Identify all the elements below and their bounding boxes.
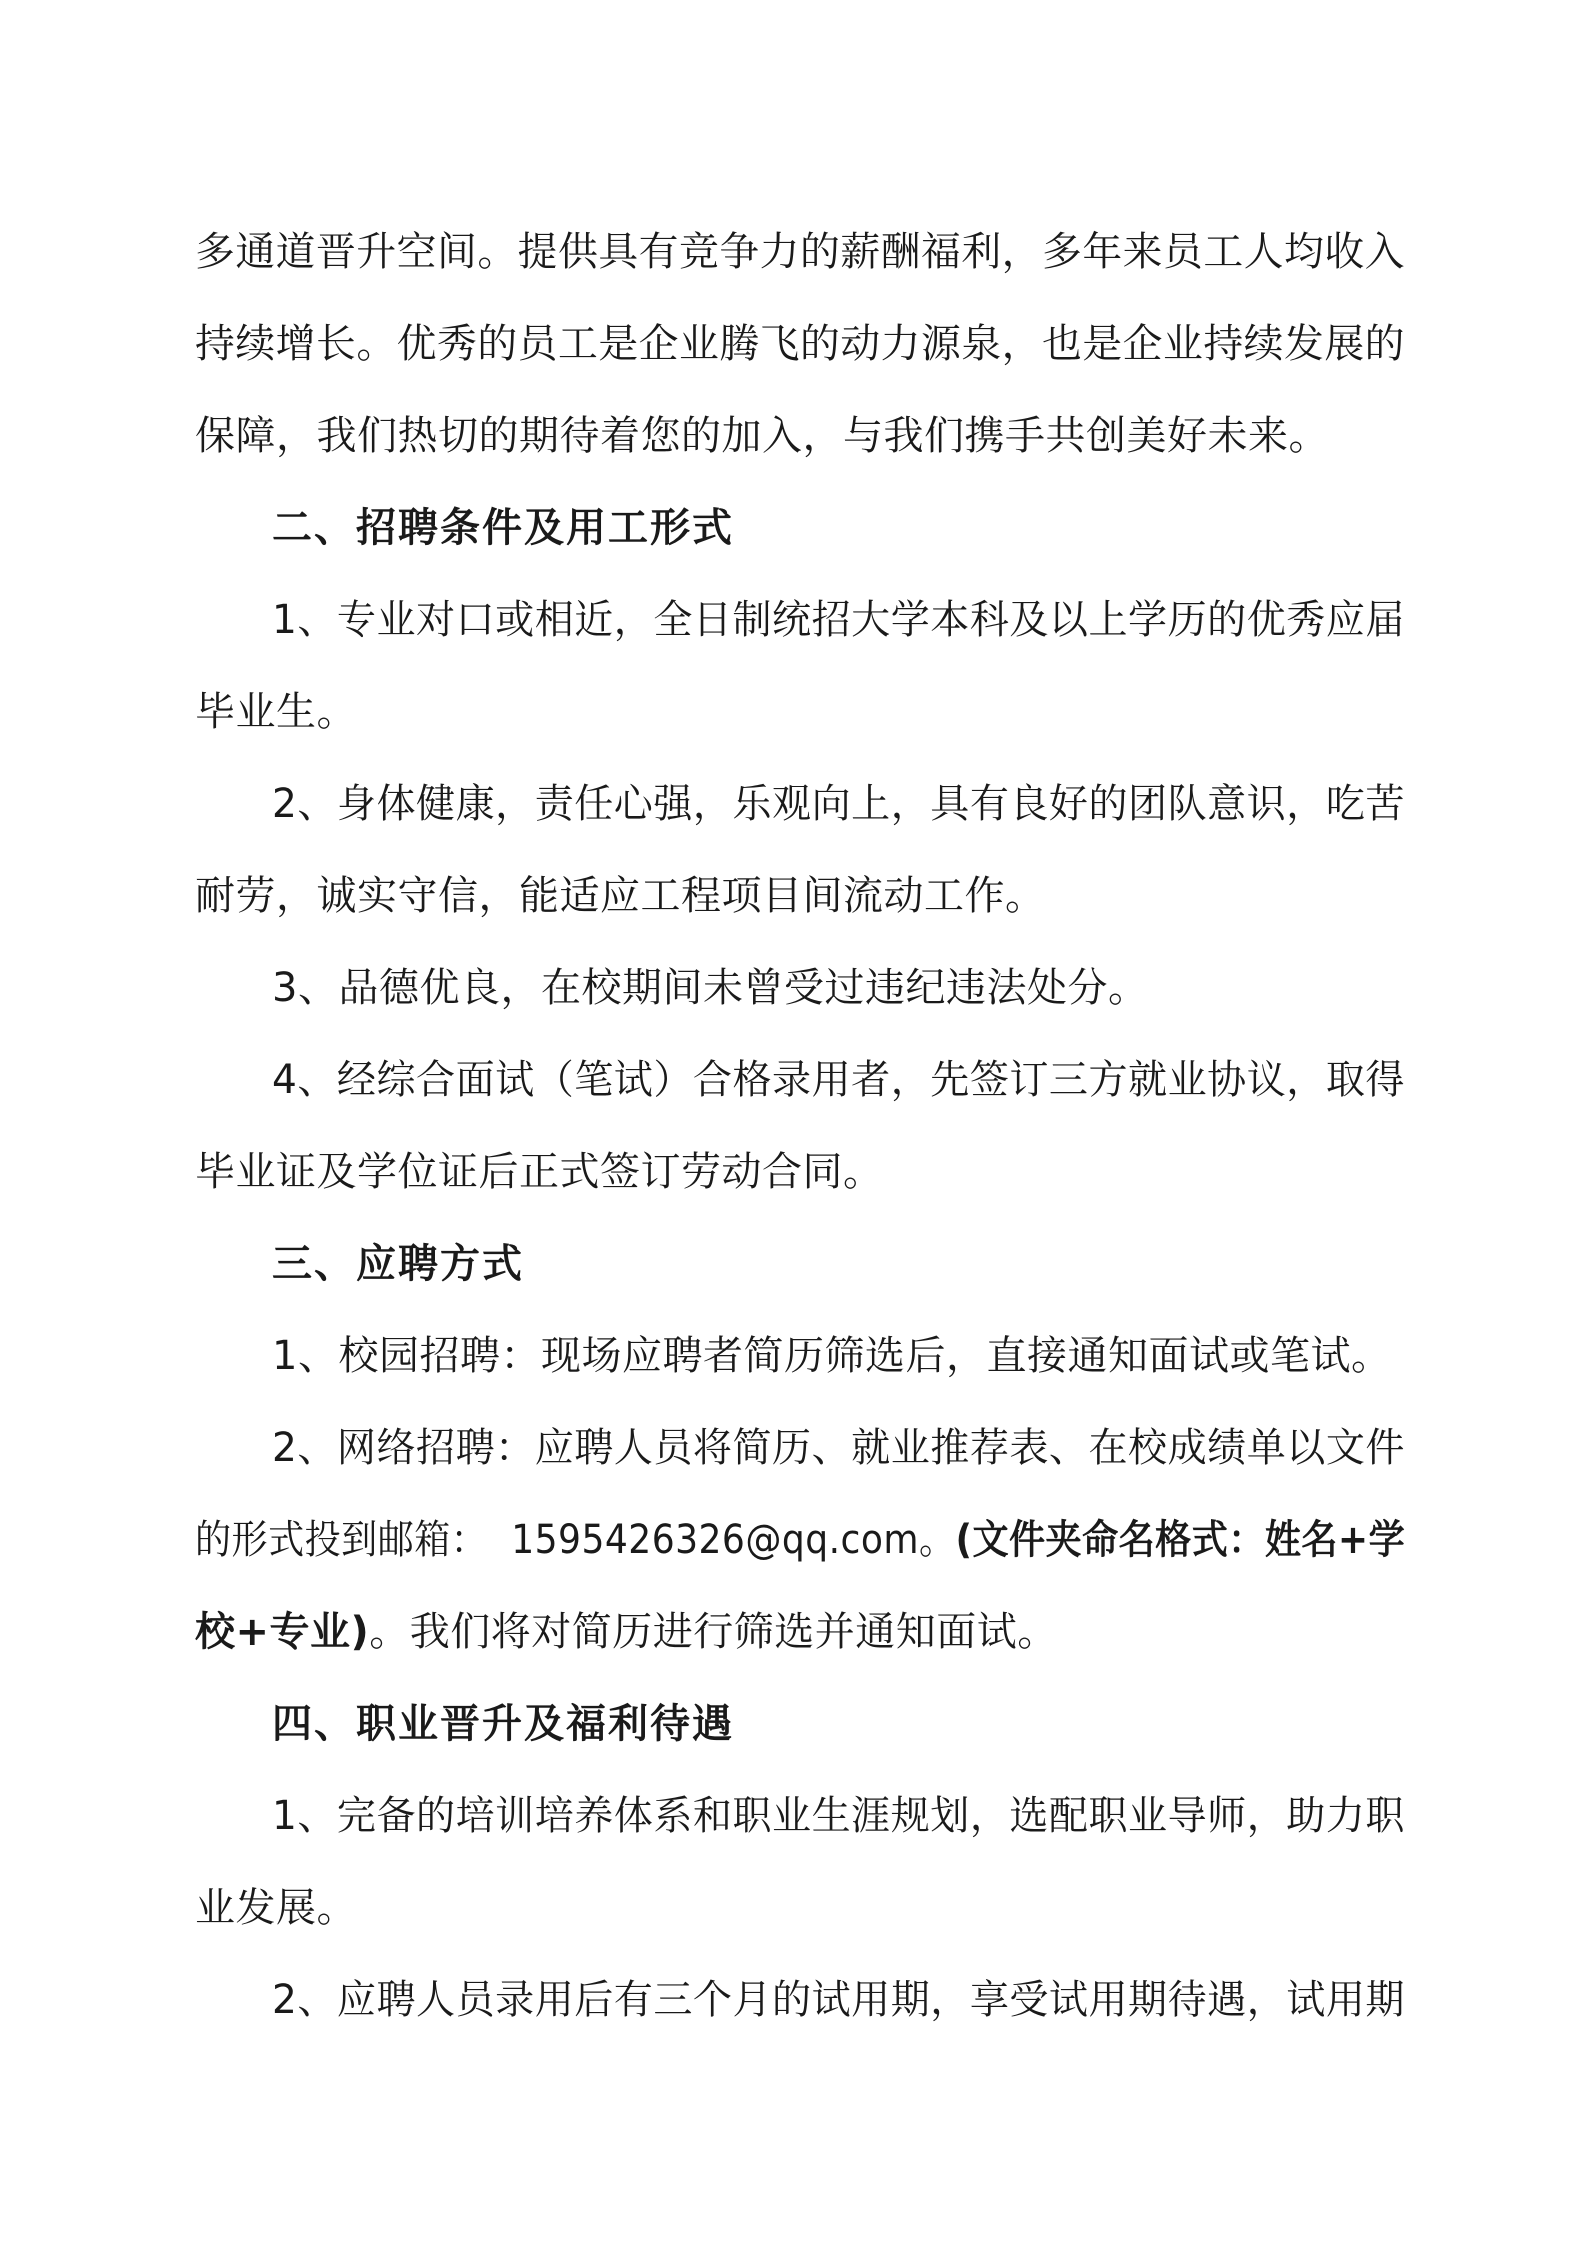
paragraph-line: 耐劳，诚实守信，能适应工程项目间流动工作。 — [195, 873, 1046, 919]
paragraph-line — [195, 1516, 1406, 1564]
naming-format-note: (文件夹命名格式：姓名+学 — [955, 1517, 1406, 1563]
paragraph-line: 2、网络招聘：应聘人员将简历、就业推荐表、在校成绩单以文件 — [272, 1425, 1405, 1471]
naming-format-note-end: 校+专业) — [195, 1609, 370, 1655]
paragraph-line: 4、经综合面试（笔试）合格录用者，先签订三方就业协议，取得 — [272, 1057, 1405, 1103]
paragraph-line: 1、完备的培训培养体系和职业生涯规划，选配职业导师，助力职 — [272, 1793, 1405, 1839]
paragraph-line: 2、身体健康，责任心强，乐观向上，具有良好的团队意识，吃苦 — [272, 781, 1405, 827]
paragraph-line: 1、专业对口或相近，全日制统招大学本科及以上学历的优秀应届 — [272, 597, 1405, 643]
paragraph-line: 多通道晋升空间。提供具有竞争力的薪酬福利，多年来员工人均收入 — [195, 229, 1405, 275]
paragraph-line: 业发展。 — [195, 1885, 357, 1931]
paragraph-line: 持续增长。优秀的员工是企业腾飞的动力源泉，也是企业持续发展的 — [195, 321, 1405, 367]
paragraph-line: 1、校园招聘：现场应聘者简历筛选后，直接通知面试或笔试。 — [272, 1333, 1392, 1379]
section-heading-3: 三、应聘方式 — [272, 1241, 524, 1287]
paragraph-line — [195, 1608, 1405, 1656]
paragraph-line: 保障，我们热切的期待着您的加入，与我们携手共创美好未来。 — [195, 413, 1329, 459]
email-address: 1595426326@qq.com。 — [511, 1517, 956, 1563]
paragraph-line: 2、应聘人员录用后有三个月的试用期，享受试用期待遇，试用期 — [272, 1977, 1405, 2023]
section-heading-4: 四、职业晋升及福利待遇 — [272, 1701, 734, 1747]
paragraph-line: 毕业生。 — [195, 689, 357, 735]
section-heading-2: 二、招聘条件及用工形式 — [272, 505, 734, 551]
screening-note: 。我们将对简历进行筛选并通知面试。 — [369, 1609, 1058, 1655]
email-prefix: 的形式投到邮箱： — [195, 1517, 488, 1563]
paragraph-line: 毕业证及学位证后正式签订劳动合同。 — [195, 1149, 884, 1195]
paragraph-line: 3、品德优良，在校期间未曾受过违纪违法处分。 — [272, 965, 1149, 1011]
